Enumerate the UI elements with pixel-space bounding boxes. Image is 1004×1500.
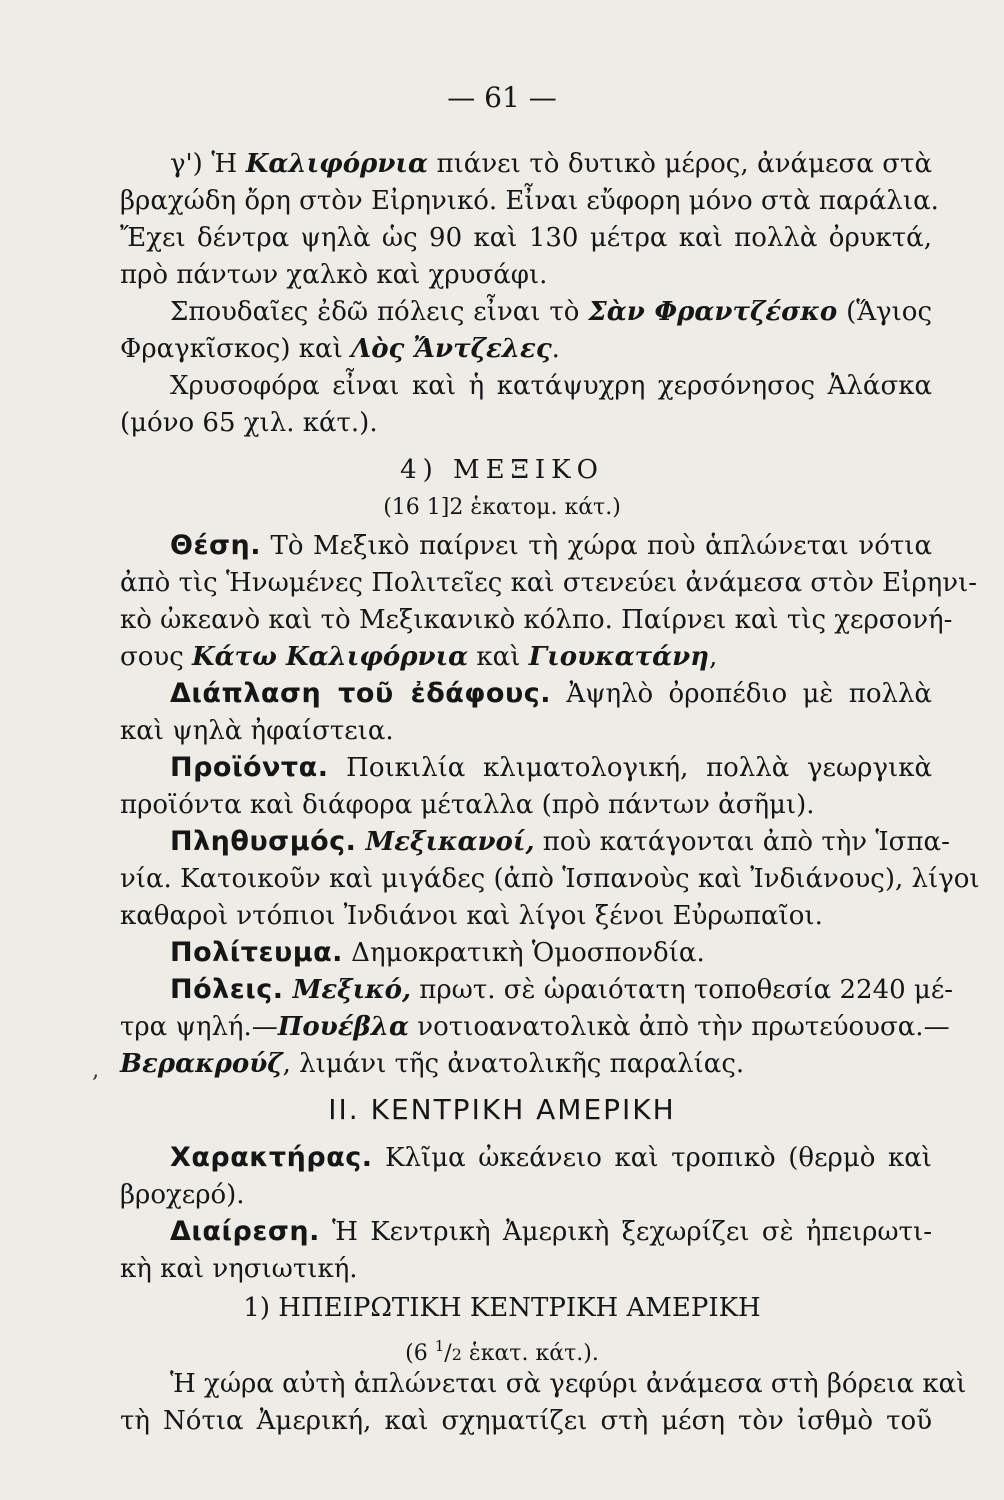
place-name: Σὰν Φραντζέσκο xyxy=(588,297,838,327)
text-line: Πόλεις. Μεξικό, πρωτ. σὲ ὡραιότατη τοποθεσία 2240 μέ- xyxy=(170,974,954,1005)
text-line: Θέση. Τὸ Μεξικὸ παίρνει τὴ χώρα ποὺ ἁπλώνεται νότια xyxy=(170,530,932,561)
text-line: Ἡ χώρα αὐτὴ ἁπλώνεται σὰ γεφύρι ἀνάμεσα στὴ βόρεια καὶ xyxy=(170,1369,967,1399)
text-line: κὸ ὠκεανὸ καὶ τὸ Μεξικανικὸ κόλπο. Παίρνει καὶ τὶς χερσονή- xyxy=(120,605,953,635)
text-line: καὶ ψηλὰ ἠφαίστεια. xyxy=(120,716,394,746)
paragraph-heading: Προϊόντα. xyxy=(170,752,329,783)
paragraph-heading: Πληθυσμός. xyxy=(170,826,357,857)
text-line: νία. Κατοικοῦν καὶ μιγάδες (ἀπὸ Ἱσπανοὺς καὶ Ἰνδιάνους), λίγοι xyxy=(120,864,980,894)
text-line: Διαίρεση. Ἡ Κεντρικὴ Ἀμερικὴ ξεχωρίζει σὲ ἠπειρωτι- xyxy=(170,1216,932,1247)
text-line: Ἔχει δέντρα ψηλὰ ὡς 90 καὶ 130 μέτρα καὶ πολλὰ ὀρυκτά, xyxy=(120,223,932,253)
place-name: Κάτω Καλιφόρνια xyxy=(192,642,469,672)
paragraph-heading: Θέση. xyxy=(170,530,261,561)
text-line: τὴ Νότια Ἀμερική, καὶ σχηματίζει στὴ μέση τὸν ἰσθμὸ τοῦ xyxy=(120,1406,932,1436)
paragraph-heading: Χαρακτήρας. xyxy=(170,1142,373,1173)
text-line: κὴ καὶ νησιωτική. xyxy=(120,1254,358,1284)
text-line: Βερακρούζ, λιμάνι τῆς ἀνατολικῆς παραλίας. xyxy=(120,1049,745,1079)
margin-mark: ‚ xyxy=(92,1058,99,1083)
subsection-population: (6 $^1$/2 ἑκατ. κάτ.). xyxy=(405,1337,599,1366)
text-line: Χαρακτήρας. Κλῖμα ὠκεάνειο καὶ τροπικὸ (θερμὸ καὶ xyxy=(170,1142,932,1173)
text-line: βροχερό). xyxy=(120,1180,245,1210)
page-number: — 61 — xyxy=(447,81,557,114)
text-line: (μόνο 65 χιλ. κάτ.). xyxy=(120,408,378,438)
text-line: προϊόντα καὶ διάφορα μέταλλα (πρὸ πάντων ἀσῆμι). xyxy=(120,790,815,820)
text-line: Πληθυσμός. Μεξικανοί, ποὺ κατάγονται ἀπὸ τὴν Ἱσπα- xyxy=(170,826,950,857)
section-heading-mexico: 4) ΜΕΞΙΚΟ xyxy=(400,455,604,485)
text-line: πρὸ πάντων χαλκὸ καὶ χρυσάφι. xyxy=(120,260,548,290)
text-line: Διάπλαση τοῦ ἐδάφους. Ἀψηλὸ ὀροπέδιο μὲ πολλὰ xyxy=(170,678,932,709)
place-name: Πουέβλα xyxy=(277,1012,410,1042)
paragraph-heading: Πόλεις. xyxy=(170,974,284,1005)
place-name: Καλιφόρνια xyxy=(245,149,428,179)
text-line: γ') Ἡ Καλιφόρνια πιάνει τὸ δυτικὸ μέρος, ἀνάμεσα στὰ xyxy=(170,149,933,179)
paragraph-heading: Διάπλαση τοῦ ἐδάφους. xyxy=(170,678,551,709)
text-line: ἀπὸ τὶς Ἡνωμένες Πολιτεῖες καὶ στενεύει ἀνάμεσα στὸν Εἰρηνι- xyxy=(120,568,977,598)
text-line: Χρυσοφόρα εἶναι καὶ ἡ κατάψυχρη χερσόνησος Ἀλάσκα xyxy=(170,371,932,401)
subsection-heading: 1) ΗΠΕΙΡΩΤΙΚΗ ΚΕΝΤΡΙΚΗ ΑΜΕΡΙΚΗ xyxy=(243,1293,761,1323)
text-line: Προϊόντα. Ποικιλία κλιματολογική, πολλὰ γεωργικὰ xyxy=(170,752,932,783)
text-line: Σπουδαῖες ἐδῶ πόλεις εἶναι τὸ Σὰν Φραντζέσκο (Ἅγιος xyxy=(170,297,933,327)
paragraph-heading: Διαίρεση. xyxy=(170,1216,320,1247)
text-line: καθαροὶ ντόπιοι Ἰνδιάνοι καὶ λίγοι ξένοι Εὐρωπαῖοι. xyxy=(120,901,823,931)
place-name: Γιουκατάνη xyxy=(528,642,710,672)
place-name: Λὸς Ἄντζελες xyxy=(351,334,552,364)
text-line: βραχώδη ὄρη στὸν Εἰρηνικό. Εἶναι εὔφορη μόνο στὰ παράλια. xyxy=(120,186,939,216)
text-line: σους Κάτω Καλιφόρνια καὶ Γιουκατάνη, xyxy=(120,642,718,672)
text-line: τρα ψηλή.—Πουέβλα νοτιοανατολικὰ ἀπὸ τὴν πρωτεύουσα.— xyxy=(120,1012,950,1042)
place-name: Βερακρούζ xyxy=(120,1049,283,1079)
text-line: Πολίτευμα. Δημοκρατικὴ Ὁμοσπονδία. xyxy=(170,937,705,968)
section-subheading: (16 1]2 ἑκατομ. κάτ.) xyxy=(383,495,621,520)
text-line: Φραγκῖσκος) καὶ Λὸς Ἄντζελες. xyxy=(120,334,560,364)
section-heading-central-america: II. ΚΕΝΤΡΙΚΗ ΑΜΕΡΙΚΗ xyxy=(328,1093,676,1126)
paragraph-heading: Πολίτευμα. xyxy=(170,937,343,968)
